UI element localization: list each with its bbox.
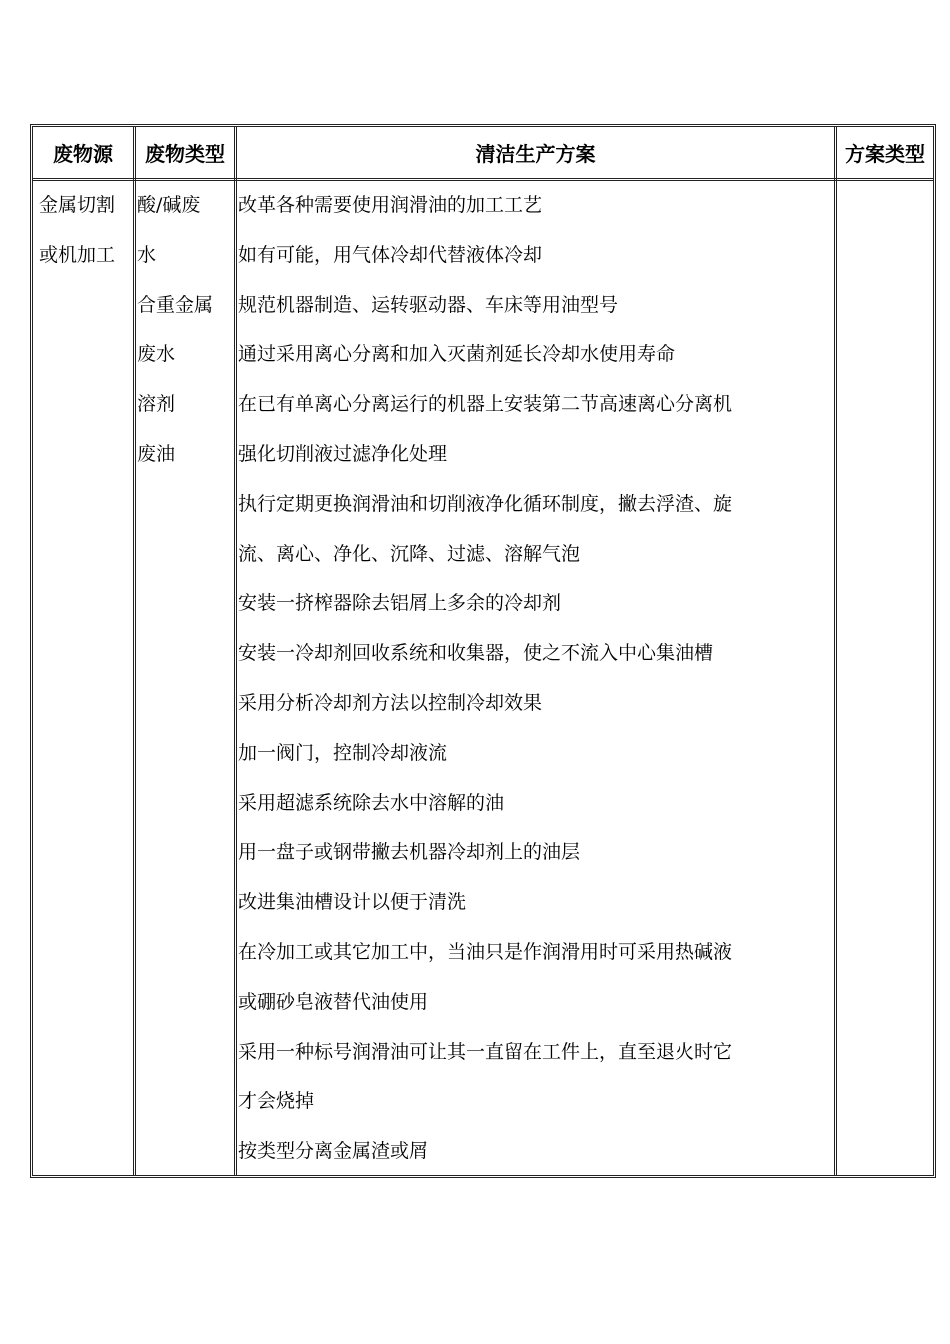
waste-type-line: 酸/碱废 <box>137 194 201 216</box>
plan-line: 规范机器制造、运转驱动器、车床等用油型号 <box>238 293 619 316</box>
plan-line: 采用超滤系统除去水中溶解的油 <box>238 791 505 814</box>
plan-line: 在冷加工或其它加工中，当油只是作润滑用时可采用热碱液 <box>238 940 733 963</box>
column-divider <box>133 127 136 1175</box>
plan-line: 安装一挤榨器除去铝屑上多余的冷却剂 <box>238 592 562 615</box>
waste-type-line: 废油 <box>137 442 176 465</box>
header-plan-type: 方案类型 <box>845 142 925 166</box>
plan-line: 采用一种标号润滑油可让其一直留在工件上，直至退火时它 <box>238 1040 733 1063</box>
clean-production-plan-cell <box>238 181 732 1177</box>
plan-line: 在已有单离心分离运行的机器上安装第二节高速离心分离机 <box>238 393 733 416</box>
waste-type-line: 水 <box>137 243 157 266</box>
plan-line: 才会烧掉 <box>238 1090 315 1113</box>
header-clean-production-plan: 清洁生产方案 <box>475 142 596 166</box>
plan-line: 用一盘子或钢带撇去机器冷却剂上的油层 <box>238 841 581 864</box>
plan-line: 加一阀门，控制冷却液流 <box>238 741 448 764</box>
plan-line: 按类型分离金属渣或屑 <box>238 1140 429 1163</box>
header-waste-source: 废物源 <box>53 142 113 166</box>
waste-source-line: 或机加工 <box>39 243 116 266</box>
plan-line: 通过采用离心分离和加入灭菌剂延长冷却水使用寿命 <box>238 343 676 366</box>
plan-line: 强化切削液过滤净化处理 <box>238 442 448 465</box>
column-divider <box>834 127 837 1175</box>
plan-line: 或硼砂皂液替代油使用 <box>238 990 429 1013</box>
plan-line: 采用分析冷却剂方法以控制冷却效果 <box>238 691 543 714</box>
column-divider <box>234 127 237 1175</box>
plan-line: 流、离心、净化、沉降、过滤、溶解气泡 <box>238 542 581 565</box>
waste-type-line: 合重金属 <box>137 293 214 316</box>
plan-line: 如有可能，用气体冷却代替液体冷却 <box>238 243 543 266</box>
waste-type-line: 废水 <box>137 343 176 366</box>
plan-line: 执行定期更换润滑油和切削液净化循环制度，撇去浮渣、旋 <box>238 492 733 515</box>
waste-source-cell <box>39 181 115 281</box>
clean-production-table <box>30 124 936 1178</box>
waste-source-line: 金属切割 <box>39 194 116 216</box>
header-waste-type: 废物类型 <box>145 142 225 166</box>
plan-line: 改进集油槽设计以便于清洗 <box>238 891 467 914</box>
waste-type-cell <box>137 181 213 480</box>
plan-line: 改革各种需要使用润滑油的加工工艺 <box>238 194 543 216</box>
plan-line: 安装一冷却剂回收系统和收集器，使之不流入中心集油槽 <box>238 642 714 665</box>
waste-type-line: 溶剂 <box>137 393 176 416</box>
